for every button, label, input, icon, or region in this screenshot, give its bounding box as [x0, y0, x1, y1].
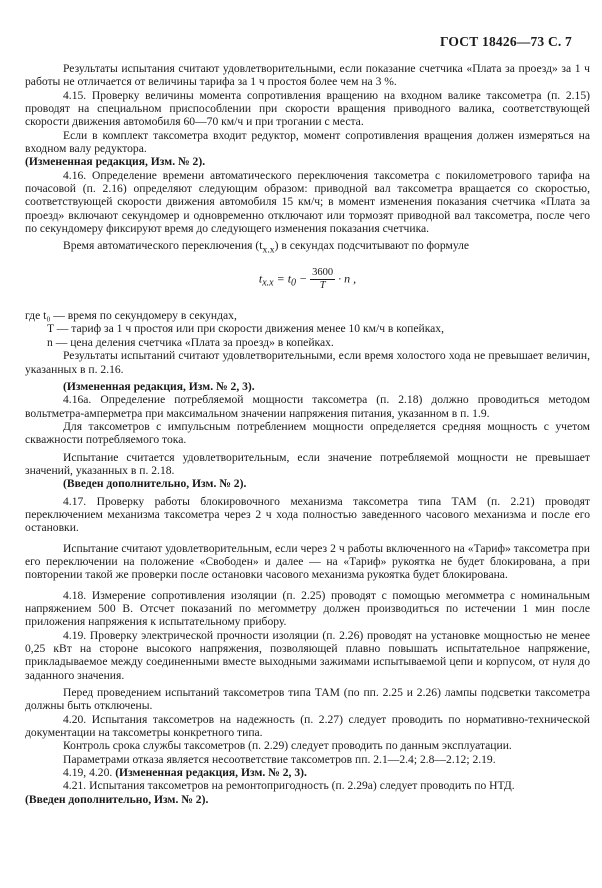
- addition-note: (Введен дополнительно, Изм. № 2).: [25, 792, 209, 806]
- paragraph-4-16a: 4.16а. Определение потребляемой мощности таксометра (п. 2.18) должно проводиться методом вольтметра-амперметра при максимальном значении напряжения питания, указанном в п. 1.9.: [25, 393, 590, 420]
- amendment-note: (Измененная редакция, Изм. № 2).: [25, 155, 206, 169]
- definition-n: n — цена деления счетчика «Плата за проезд» в копейках.: [47, 335, 334, 349]
- amendment-note-4-19-4-20: 4.19, 4.20. (Измененная редакция, Изм. № 2, 3).: [63, 766, 307, 780]
- paragraph-4-17: 4.17. Проверку работы блокировочного механизма таксометра типа ТАМ (п. 2.21) проводят переключением механизма таксометра через 2 ч хода полностью заведенного часового механизма и после его остановки.: [25, 494, 590, 535]
- paragraph-4-18: 4.18. Измерение сопротивления изоляции (п. 2.25) проводят с помощью мегомметра с номинальным напряжением 500 В. Отсчет показаний по мегомметру должен производиться по истечении 1 мин после приложения напряжения к испытательному прибору.: [25, 588, 590, 629]
- paragraph: Контроль срока службы таксометров (п. 2.29) следует проводить по данным эксплуатации.: [63, 739, 512, 753]
- paragraph-4-21: 4.21. Испытания таксометров на ремонтопригодность (п. 2.29а) следует проводить по НТД.: [63, 779, 515, 793]
- paragraph: Если в комплект таксометра входит редуктор, момент сопротивления вращения должен измеряться на входном валу редуктора.: [25, 128, 590, 156]
- paragraph: Перед проведением испытаний таксометров типа ТАМ (по пп. 2.25 и 2.26) лампы подсветки таксометра должны быть отключены.: [25, 686, 590, 713]
- definition-t0: где t₀ — время по секундомеру в секундах,: [25, 309, 237, 323]
- amendment-note: (Измененная редакция, Изм. № 2, 3).: [63, 379, 255, 393]
- formula-fraction: $\frac{3600}{T}$: [312, 267, 334, 292]
- paragraph: Параметрами отказа является несоответствие таксометров пп. 2.1—2.4; 2.8—2.12; 2.19.: [63, 752, 496, 766]
- paragraph: Испытание считается удовлетворительным, если значение потребляемой мощности не превышает значений, указанных в п. 2.18.: [25, 450, 590, 477]
- paragraph: Результаты испытания считают удовлетворительными, если показание счетчика «Плата за проезд» за 1 ч работы не отличается от величины тарифа за 1 ч простоя более чем на 3 %.: [25, 62, 590, 89]
- paragraph: Испытание считают удовлетворительным, если через 2 ч работы включенного на «Тариф» таксометра при его переключении на положение «Свободен» и далее — на «Тариф» рукоятка не будет блокирована, а при повторении такой же проверки после остановки часового механизма рукоятка будет блокирована.: [25, 541, 590, 582]
- paragraph: Результаты испытаний считают удовлетворительными, если время холостого хода не превышает величин, указанных в п. 2.16.: [25, 349, 590, 376]
- paragraph-formula-intro: Время автоматического переключения $(t_{х.х})$ в секундах подсчитывают по формуле: [63, 239, 470, 256]
- page-header: ГОСТ 18426—73 С. 7: [439, 34, 572, 49]
- formula: $t_{х.х} = t_0$ − $\frac{3600}{T}$ · n ,: [258, 267, 357, 292]
- addition-note: (Введен дополнительно, Изм. № 2).: [63, 477, 247, 491]
- document-body: [25, 62, 590, 806]
- paragraph-4-15: 4.15. Проверку величины момента сопротивления вращению на входном валике таксометра (п. 2.15) проводят на специальном приспособлении при скорости вращения приводного валика, соответствующей скорости движения автомобиля 60—70 км/ч и при трогании с места.: [25, 88, 590, 129]
- paragraph-4-20: 4.20. Испытания таксометров на надежность (п. 2.27) следует проводить по нормативно-технической документации на таксометры конкретного типа.: [25, 712, 590, 740]
- paragraph-4-16: 4.16. Определение времени автоматического переключения таксометра с покилометрового тарифа на почасовой (п. 2.16) определяют следующим образом: приводной вал таксометра вращается со скоростью, соответствующей скорости движения автомобиля 15 км/ч; в момент изменения показания счетчика «Плата за проезд» включают секундомер и одновременно отключают или тормозят приводной вал таксометра, после чего по секундомеру фиксируют время до следующего изменения показания счетчика.: [25, 168, 590, 236]
- paragraph: Для таксометров с импульсным потреблением мощности определяется средняя мощность с учетом скважности потребляемого тока.: [25, 419, 590, 447]
- definition-t: T — тариф за 1 ч простоя или при скорости движения менее 10 км/ч в копейках,: [47, 322, 444, 336]
- paragraph-4-19: 4.19. Проверку электрической прочности изоляции (п. 2.26) проводят на установке мощностью не менее 0,25 кВт на стороне высокого напряжения, позволяющей плавно повышать испытательное напряжение, прикладываемое между соединенными вместе выходными зажимами испытываемой цепи и корпусом, от нуля до заданного значения.: [25, 628, 590, 682]
- formula-definitions: [25, 309, 590, 349]
